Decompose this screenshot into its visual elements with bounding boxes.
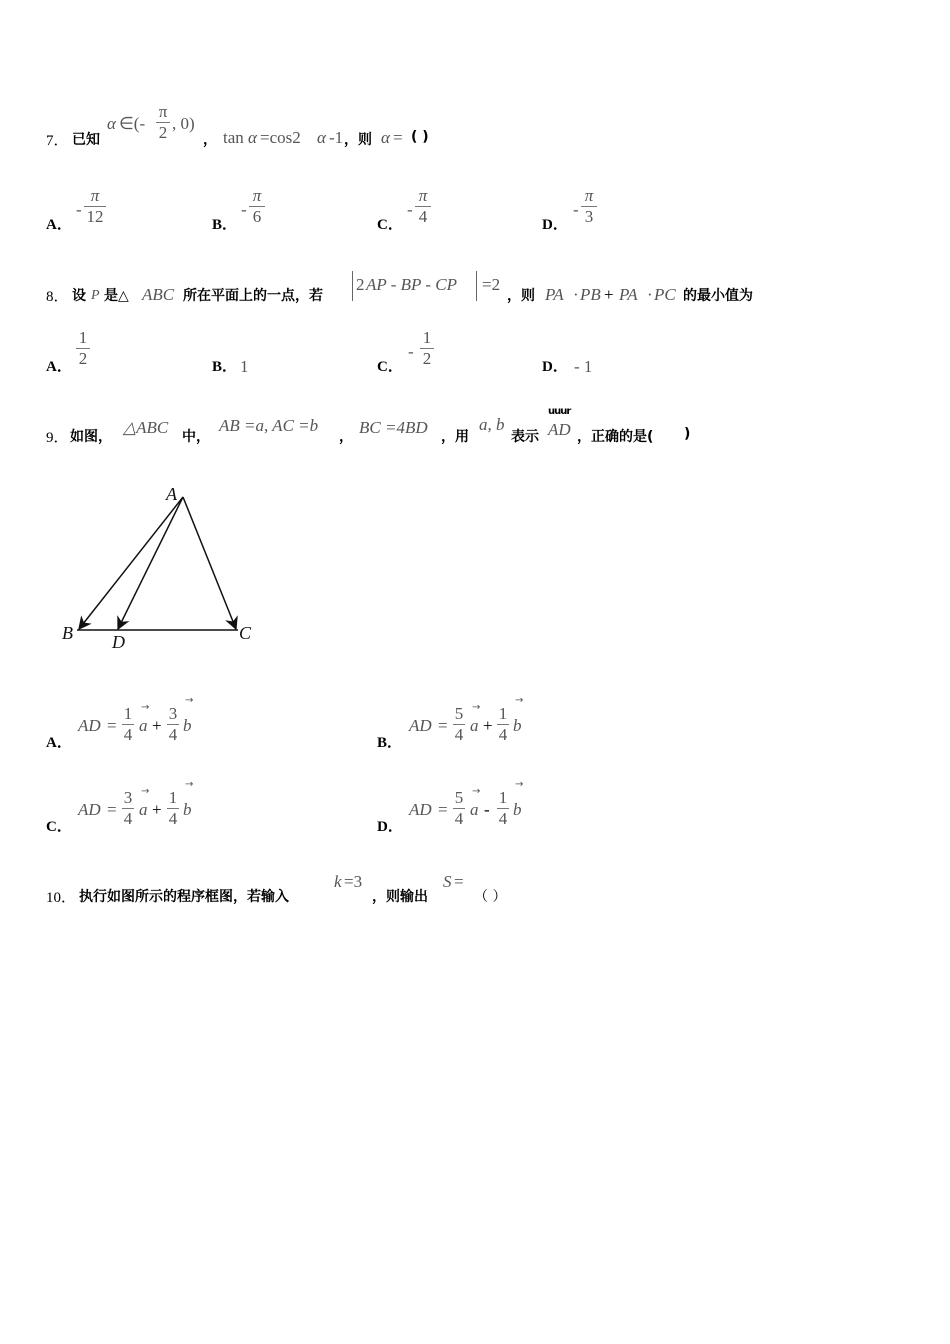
q9-option-b-var-1: a [470,716,479,735]
q9-option-a-frac-2 [167,705,179,744]
fraction-numerator: 1 [123,704,133,723]
q9-text-4: 表示 [511,429,539,445]
q9-number: 9． [46,430,69,446]
q7-paren: ( ) [411,129,429,145]
q8-text-4: ，则 [507,288,535,304]
fraction-denominator: 4 [168,809,178,828]
q8-number: 8． [46,289,69,305]
label-d: D [112,632,125,652]
q9-given-1: AB =a, AC =b [219,416,319,435]
q8-expr-pa: PA [545,285,564,304]
fraction-numerator: 1 [498,788,508,807]
fraction-denominator: 2 [422,349,432,368]
q9-option-b-frac-2 [497,705,509,744]
fraction-numerator: 5 [454,704,464,723]
fraction-denominator: 4 [123,809,133,828]
q9-option-a-label: A． [46,735,72,751]
q8-option-c-label: C． [377,359,403,375]
q9-option-b-frac-1 [453,705,465,744]
fraction-numerator: 3 [123,788,133,807]
q7-option-d-label: D． [542,217,568,233]
q9-option-a-frac-1 [122,705,134,744]
fraction-denominator: 12 [86,207,104,226]
q8-abs-two: 2 [356,275,365,294]
vector-arrow-b: → [515,695,524,706]
q9-option-b-eq: = [438,716,448,735]
q8-option-b-label: B． [212,359,238,375]
fraction-numerator: π [252,186,262,205]
q10-k: k [334,872,342,891]
q9-option-a-eq: = [107,716,117,735]
fraction-denominator: 4 [454,725,464,744]
fraction-denominator: 4 [498,725,508,744]
q9-option-c-op: + [152,800,162,819]
vector-arrow-a: → [472,702,481,713]
q9-option-c-var-1: a [139,800,148,819]
q8-triangle-abc: ABC [142,285,175,304]
fraction-denominator: 3 [584,207,594,226]
q7-ask-eq: = [393,128,403,147]
vector-arrow-a: → [141,786,150,797]
fraction-numerator: 1 [422,328,432,347]
q9-option-b-label: B． [377,735,403,751]
q9-triangle: △ABC [123,418,169,437]
fraction-numerator: 1 [498,704,508,723]
q10-s: S [443,872,452,891]
q7-cond-alpha: α [107,114,116,133]
q8-option-c-fraction [420,329,434,368]
q7-eq-alpha2: α [317,128,326,147]
q8-text-2: 是△ [104,288,129,304]
q8-text-1: 设 [72,288,86,304]
q9-sep-1: ， [339,429,353,445]
fraction-numerator: π [90,186,100,205]
vector-arrow-b: → [185,695,194,706]
q7-ask-alpha: α [381,128,390,147]
q7-option-a-fraction [84,187,106,226]
q7-then: ，则 [344,132,372,148]
q8-text-5: 的最小值为 [683,288,753,304]
q10-text-1: 执行如图所示的程序框图，若输入 [79,889,289,905]
q9-option-a-lhs: AD [78,716,101,735]
q9-option-a-op: + [152,716,162,735]
q9-option-d-label: D． [377,819,403,835]
q9-ad-arrow: uuur [548,406,571,417]
q7-option-b-label: B． [212,217,238,233]
q7-sep: ， [203,132,217,148]
fraction-numerator: π [584,186,594,205]
q7-eq-mid: =cos2 [260,128,301,147]
q9-option-a-var-1: a [139,716,148,735]
q9-option-d-frac-2 [497,789,509,828]
q7-option-c-sign: - [407,200,413,219]
fraction-denominator: 4 [123,725,133,744]
label-a: A [166,484,177,504]
vector-arrow-b: → [185,779,194,790]
q7-eq-end: -1 [329,128,344,147]
triangle-figure [55,478,270,653]
q9-text-5: ，正确的是( [577,429,654,445]
q8-option-d-value: - 1 [574,357,593,376]
vector-ad [118,497,183,629]
q9-option-a-var-2: b [183,716,192,735]
vector-arrow-b: → [515,779,524,790]
q9-ab: a, b [479,415,505,434]
q10-k-eq: =3 [344,872,363,891]
q7-stem-prefix: 已知 [72,132,100,148]
q8-expr-dot-1: · [573,285,579,304]
vector-ac [183,497,236,629]
q9-option-b-lhs: AD [409,716,432,735]
fraction-denominator: 2 [78,349,88,368]
fraction-numerator: 1 [78,328,88,347]
q8-expr-pb: PB [580,285,601,304]
q9-option-c-frac-2 [167,789,179,828]
label-b: B [62,623,73,643]
q8-abs-eq: =2 [482,275,501,294]
q7-option-d-sign: - [573,200,579,219]
q9-option-c-lhs: AD [78,800,101,819]
q9-option-d-var-2: b [513,800,522,819]
q7-cond-in: ∈(- [119,114,146,133]
fraction-numerator: 3 [168,704,178,723]
q9-option-c-eq: = [107,800,117,819]
q9-ad: AD [548,420,571,439]
q10-paren: （ ） [474,889,507,905]
q9-option-b-op: + [483,716,493,735]
q7-option-b-sign: - [241,200,247,219]
q9-option-d-frac-1 [453,789,465,828]
q7-cond-close: , 0) [172,114,195,133]
q7-eq-tan: tan [223,128,244,147]
fraction-numerator: 5 [454,788,464,807]
q7-eq-alpha: α [248,128,257,147]
q10-s-eq: = [454,872,464,891]
abs-bar-right [476,271,477,301]
q8-abs-expr: AP - BP - CP [366,275,457,294]
q9-option-c-var-2: b [183,800,192,819]
fraction-denominator: 4 [418,207,428,226]
q9-option-c-frac-1 [122,789,134,828]
label-c: C [239,623,252,643]
q7-option-d-fraction [581,187,597,226]
q9-option-d-var-1: a [470,800,479,819]
q7-cond-two: 2 [158,123,168,142]
q8-text-3: 所在平面上的一点，若 [183,288,323,304]
q8-expr-pa-2: PA [619,285,638,304]
q7-option-a-label: A． [46,217,72,233]
q9-option-d-op: - [484,800,490,819]
q7-option-c-fraction [415,187,431,226]
q9-given-2: BC =4BD [359,418,428,437]
fraction-denominator: 4 [498,809,508,828]
vector-arrow-a: → [141,702,150,713]
fraction-denominator: 6 [252,207,262,226]
q8-option-b-value: 1 [240,357,249,376]
q9-text-1: 如图， [70,429,112,445]
q8-expr-pc: PC [654,285,676,304]
q7-number: 7． [46,133,69,149]
q10-number: 10． [46,890,77,906]
q9-option-b-var-2: b [513,716,522,735]
q9-option-c-label: C． [46,819,72,835]
vector-arrow-a: → [472,786,481,797]
q7-option-b-fraction [249,187,265,226]
q9-option-d-lhs: AD [409,800,432,819]
q8-option-d-label: D． [542,359,568,375]
q9-option-d-eq: = [438,800,448,819]
q8-option-a-fraction [76,329,90,368]
q10-text-2: ，则输出 [372,889,428,905]
fraction-numerator: 1 [168,788,178,807]
q9-text-2: 中， [182,429,210,445]
q8-expr-dot-2: · [647,285,653,304]
q7-option-a-sign: - [76,200,82,219]
q8-option-c-sign: - [408,342,414,361]
q8-expr-plus: + [604,285,614,304]
q9-text-3: ，用 [441,429,469,445]
fraction-denominator: 4 [168,725,178,744]
vector-ab [79,497,183,629]
abs-bar-left [352,271,353,301]
q8-point-p: P [91,288,100,303]
q7-cond-fraction [156,103,170,142]
q9-text-6: ) [684,426,691,442]
q8-option-a-label: A． [46,359,72,375]
q7-cond-pi: π [158,102,168,121]
q7-option-c-label: C． [377,217,403,233]
fraction-numerator: π [418,186,428,205]
fraction-denominator: 4 [454,809,464,828]
